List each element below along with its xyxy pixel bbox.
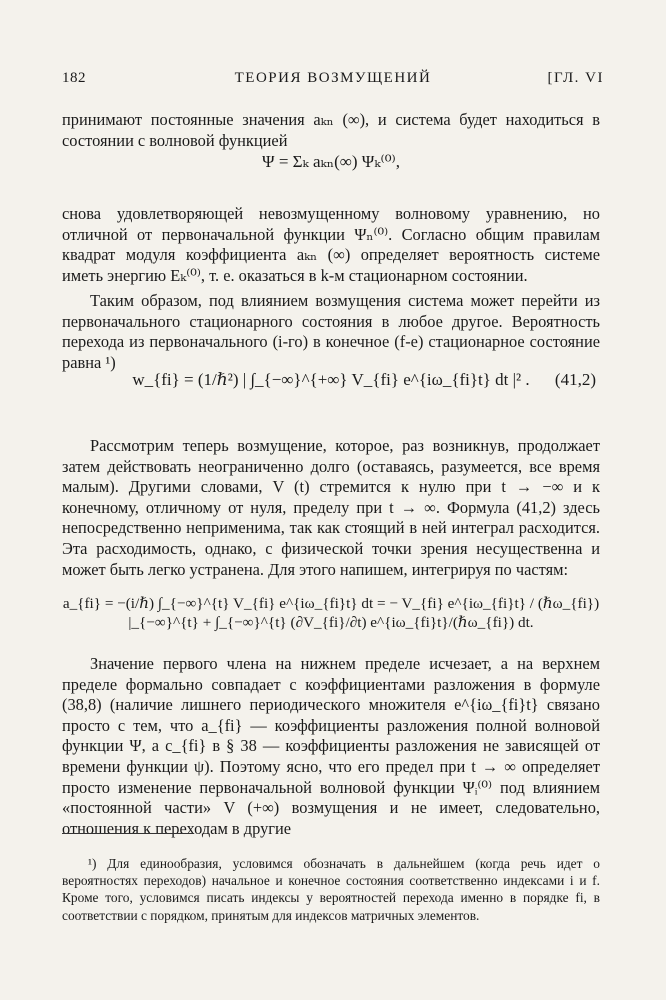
page-number: 182 bbox=[62, 70, 86, 86]
footnote: ¹) Для единообразия, условимся обозначать в дальнейшем (когда речь идет о вероятностях переходов) начальное и конечное состояния соответственно индексами i и f. Кроме того, условимся писать индексы у вероятностей перехода именно в порядке fi, в соответствии с порядком, принятым для индексов матричных элементов. bbox=[62, 856, 600, 923]
running-title: ТЕОРИЯ ВОЗМУЩЕНИЙ bbox=[234, 70, 432, 86]
equation-3: a_{fi} = −(i/ℏ) ∫_{−∞}^{t} V_{fi} e^{iω_{fi}t} dt = − V_{fi} e^{iω_{fi}t} / (ℏω_{fi}) |_{−∞}^{t} + ∫_{−∞}^{t} (∂V_{fi}/∂t) e^{iω_{fi}t}/(ℏω_{fi}) dt. bbox=[62, 595, 600, 631]
equation-2-body: w_{fi} = (1/ℏ²) | ∫_{−∞}^{+∞} V_{fi} e^{iω_{fi}t} dt |² . bbox=[132, 370, 530, 389]
equation-2 bbox=[62, 370, 600, 414]
chapter-label: [ГЛ. VI bbox=[547, 70, 604, 86]
paragraph-1: принимают постоянные значения aₖₙ (∞), и система будет находиться в состоянии с волновой функцией bbox=[62, 110, 600, 150]
paragraph-4: Рассмотрим теперь возмущение, которое, раз возникнув, продолжает затем действовать неограниченно долго (оставаясь, разумеется, все время малым). Другими словами, V (t) стремится к нулю при t → −∞ и к конечному, отличному от нуля, пределу при t → ∞. Формула (41,2) здесь непосредственно неприменима, так как стоящий в ней интеграл расходится. Эта расходимость, однако, с физической точки зрения несущественна и может быть легко устранена. Для этого напишем, интегрируя по частям: bbox=[62, 436, 600, 579]
equation-2-number: (41,2) bbox=[554, 370, 596, 389]
paragraph-3: Таким образом, под влиянием возмущения система может перейти из первоначального стационарного состояния в любое другое. Вероятность перехода из первоначального (i-го) в конечное (f-е) стационарное состояние равна ¹) bbox=[62, 291, 600, 372]
paragraph-5: Значение первого члена на нижнем пределе исчезает, а на верхнем пределе формально совпадает с коэффициентами разложения в формуле (38,8) (наличие лишнего периодического множителя e^{iω_{fi}t} связано просто с тем, что a_{fi} — коэффициенты разложения полной волновой функции Ψ, а c_{fi} в § 38 — коэффициенты разложения не зависящей от времени функции ψ). Поэтому ясно, что его предел при t → ∞ определяет просто изменение первоначальной волновой функции Ψᵢ⁽⁰⁾ под влиянием «постоянной части» V (+∞) возмущения и не имеет, следовательно, отношения к переходам в другие bbox=[62, 654, 600, 838]
footnote-divider bbox=[62, 833, 194, 834]
paragraph-2: снова удовлетворяющей невозмущенному волновому уравнению, но отличной от первоначальной функции Ψₙ⁽⁰⁾. Согласно общим правилам квадрат модуля коэффициента aₖₙ (∞) определяет вероятность системе иметь энергию Eₖ⁽⁰⁾, т. е. оказаться в k-м стационарном состоянии. bbox=[62, 204, 600, 285]
running-header bbox=[62, 70, 604, 92]
equation-1: Ψ = Σₖ aₖₙ(∞) Ψₖ⁽⁰⁾, bbox=[262, 152, 400, 171]
